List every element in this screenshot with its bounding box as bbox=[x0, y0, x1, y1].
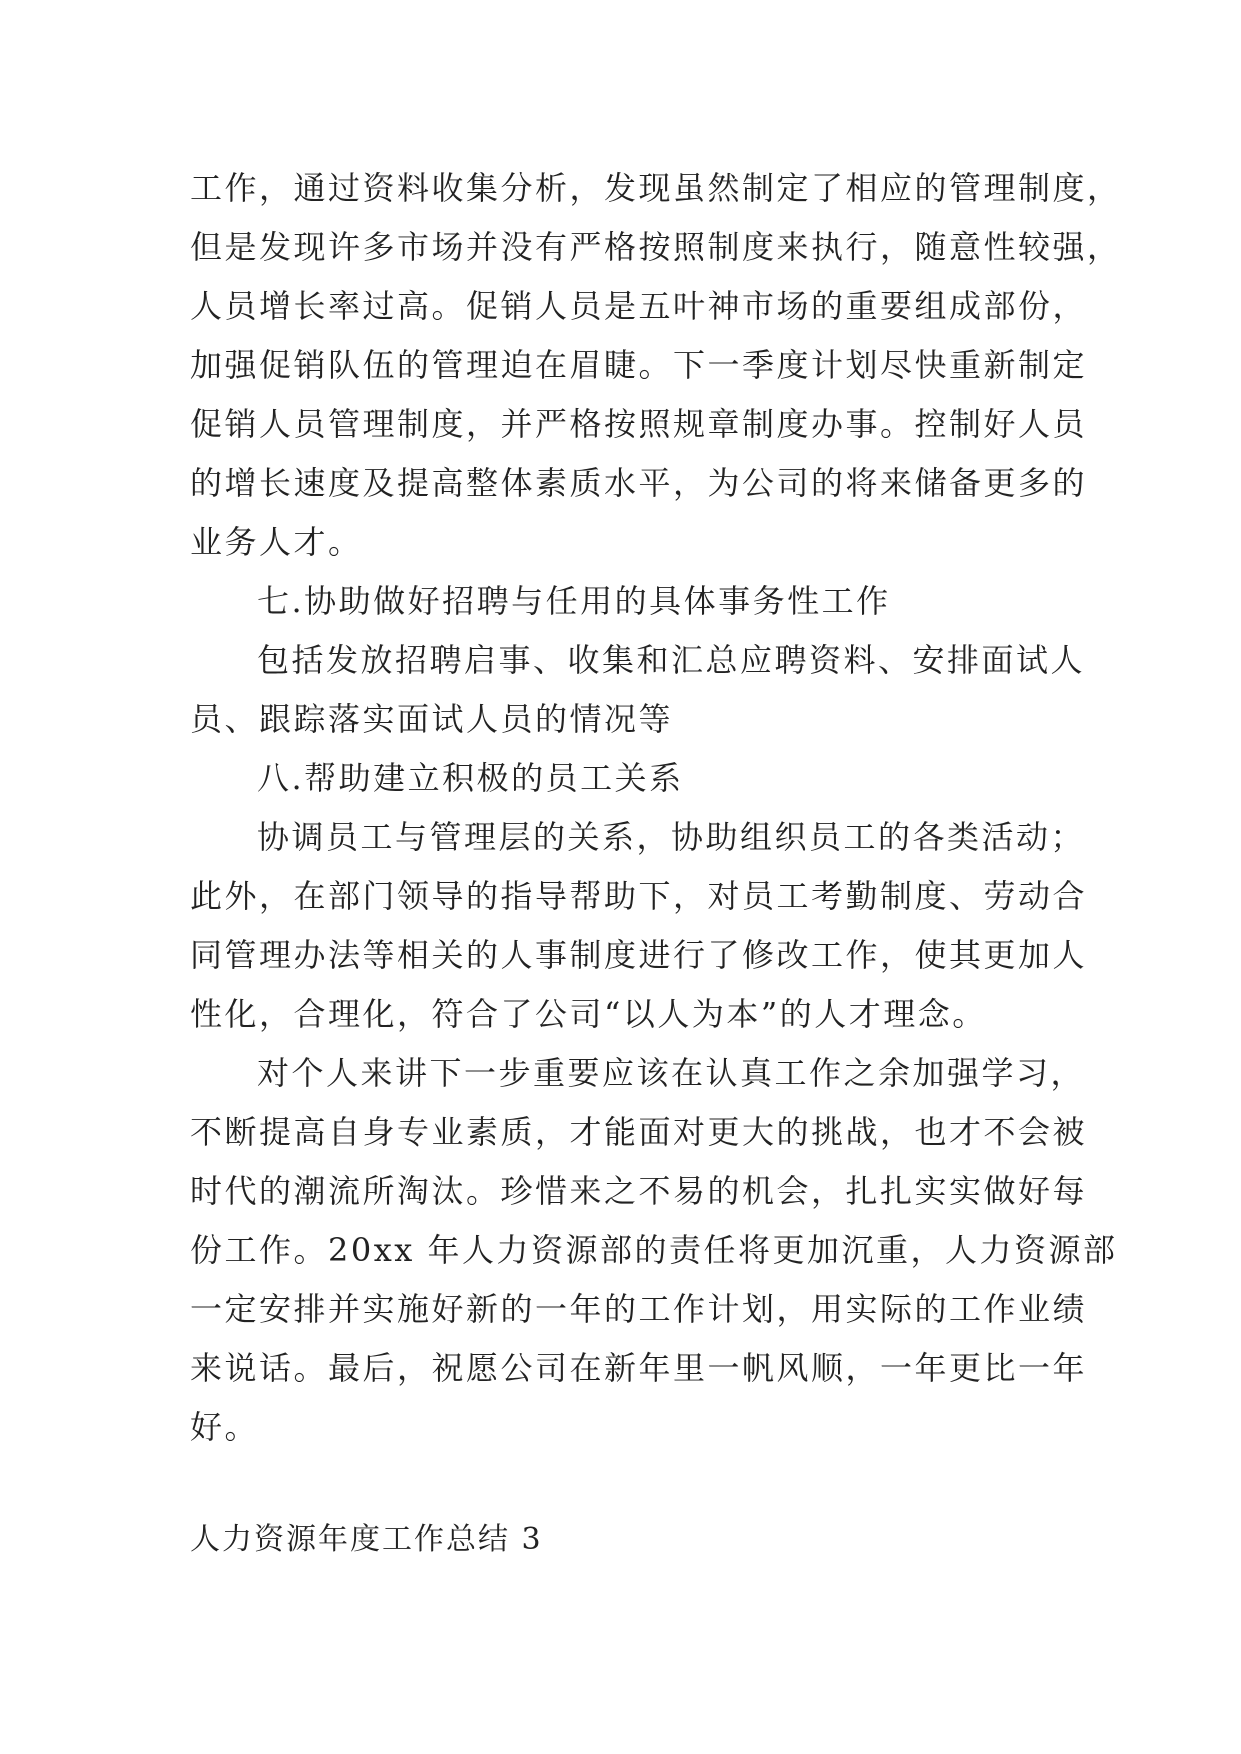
paragraph-line: 时代的潮流所淘汰。珍惜来之不易的机会，扎扎实实做好每 bbox=[190, 1172, 1088, 1210]
paragraph-line: 份工作。20xx 年人力资源部的责任将更加沉重，人力资源部 bbox=[190, 1231, 1118, 1269]
section-heading: 人力资源年度工作总结 3 bbox=[190, 1522, 543, 1557]
paragraph-line: 人员增长率过高。促销人员是五叶神市场的重要组成部份， bbox=[190, 287, 1088, 325]
item-heading-7: 七.协助做好招聘与任用的具体事务性工作 bbox=[257, 582, 891, 620]
paragraph-line: 包括发放招聘启事、收集和汇总应聘资料、安排面试人 bbox=[257, 641, 1086, 679]
paragraph-line: 不断提高自身专业素质，才能面对更大的挑战，也才不会被 bbox=[190, 1113, 1088, 1151]
paragraph-line: 员、跟踪落实面试人员的情况等 bbox=[190, 700, 674, 738]
paragraph-line: 工作，通过资料收集分析，发现虽然制定了相应的管理制度， bbox=[190, 169, 1122, 207]
paragraph-line: 的增长速度及提高整体素质水平，为公司的将来储备更多的 bbox=[190, 464, 1088, 502]
paragraph-line: 性化，合理化，符合了公司“以人为本”的人才理念。 bbox=[190, 995, 987, 1033]
paragraph-line: 同管理办法等相关的人事制度进行了修改工作，使其更加人 bbox=[190, 936, 1088, 974]
paragraph-line: 好。 bbox=[190, 1408, 260, 1446]
paragraph-line: 促销人员管理制度，并严格按照规章制度办事。控制好人员 bbox=[190, 405, 1088, 443]
paragraph-line: 来说话。最后，祝愿公司在新年里一帆风顺，一年更比一年 bbox=[190, 1349, 1088, 1387]
item-heading-8: 八.帮助建立积极的员工关系 bbox=[257, 759, 684, 797]
paragraph-line: 一定安排并实施好新的一年的工作计划，用实际的工作业绩 bbox=[190, 1290, 1088, 1328]
paragraph-line: 加强促销队伍的管理迫在眉睫。下一季度计划尽快重新制定 bbox=[190, 346, 1088, 384]
paragraph-line: 协调员工与管理层的关系，协助组织员工的各类活动； bbox=[257, 818, 1086, 856]
paragraph-line: 对个人来讲下一步重要应该在认真工作之余加强学习， bbox=[257, 1054, 1086, 1092]
paragraph-line: 但是发现许多市场并没有严格按照制度来执行，随意性较强， bbox=[190, 228, 1122, 266]
paragraph-line: 此外，在部门领导的指导帮助下，对员工考勤制度、劳动合 bbox=[190, 877, 1088, 915]
paragraph-line: 业务人才。 bbox=[190, 523, 363, 561]
